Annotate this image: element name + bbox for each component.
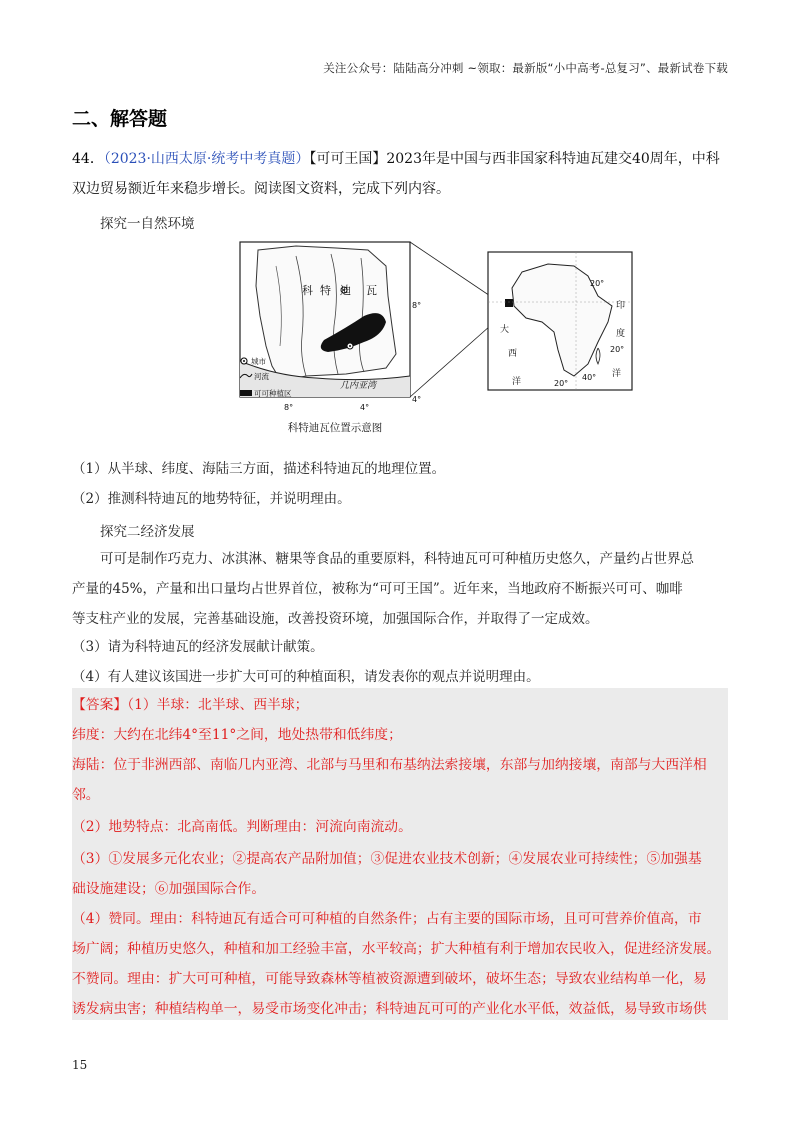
legend-cocoa-icon [240,390,252,396]
question-text: 【可可王国】2023年是中国与西非国家科特迪瓦建交40周年，中科 [309,151,720,167]
ocean-char: 度 [616,329,626,339]
explore1-title: 探究一自然环境 [100,216,195,232]
answer-label: 【答案】 [72,697,128,713]
lon-label: 8° [284,403,294,412]
legend-cocoa-label: 可可种植区 [254,389,292,398]
legend-city-label: 城市 [251,357,266,366]
section-title: 二、解答题 [72,108,168,130]
answer-line: （3）①发展多元化农业；②提高农产品附加值；③促进农业技术创新；④发展农业可持续性；⑤加强基 [72,851,702,867]
ocean-char: 洋 [612,369,622,379]
answer-line: 础设施建设；⑥加强国际合作。 [72,881,266,897]
explore2-title: 探究二经济发展 [100,524,195,540]
question-1: （1）从半球、纬度、海陆三方面，描述科特迪瓦的地理位置。 [72,461,446,477]
explore2-line: 等支柱产业的发展，完善基础设施，改善投资环境，加强国际合作，并取得了一定成效。 [72,611,599,627]
answer-line: （2）地势特点：北高南低。判断理由：河流向南流动。 [72,819,412,835]
question-3: （3）请为科特迪瓦的经济发展献计献策。 [72,639,324,655]
question-number: 44． [72,151,104,167]
lat-label: 20° [610,345,625,354]
ocean-char: 洋 [512,377,522,387]
explore2-line: 产量的45%，产量和出口量均占世界首位，被称为“可可王国”。近年来，当地政府不断振兴可可、咖啡 [72,581,683,597]
answer-line: 诱发病虫害；种植结构单一，易受市场变化冲击；科特迪瓦可可的产业化水平低，效益低，易导致市场供 [72,1001,707,1017]
question-source-link[interactable]: （2023·山西太原·统考中考真题） [103,151,310,167]
lon-label: 20° [554,379,569,388]
sea-label: 几内亚湾 [340,381,377,391]
page-header: 关注公众号：陆陆高分冲刺 ~领取：最新版“小中高考-总复习”、最新试卷下载 [323,61,728,75]
country-char: 特 [320,284,331,297]
question-4: （4）有人建议该国进一步扩大可可的种植面积，请发表你的观点并说明理由。 [72,669,540,685]
lat-label: 8° [412,301,422,310]
answer-line: 纬度：大约在北纬4°至11°之间，地处热带和低纬度； [72,727,402,743]
question-line-2: 双边贸易额近年来稳步增长。阅读图文资料，完成下列内容。 [72,181,450,197]
country-char: 科 [302,284,313,297]
location-map-figure [236,236,636,436]
explore2-paragraph [72,544,728,634]
answer-line: 邻。 [72,787,100,803]
question-line-1 [72,144,728,174]
answer-line: 不赞同。理由：扩大可可种植，可能导致森林等植被资源遭到破坏，破坏生态；导致农业结构单一化，易 [72,971,707,987]
answer-line: 【答案】（1）半球：北半球、西半球； [72,697,309,713]
explore2-line: 可可是制作巧克力、冰淇淋、糖果等食品的重要原料，科特迪瓦可可种植历史悠久，产量约占世界总 [100,551,694,567]
legend-river-label: 河流 [254,372,269,381]
country-char: 迪 [340,284,351,297]
ocean-char: 印 [616,301,626,311]
lon-label: 4° [360,403,370,412]
lon-label: 40° [582,373,597,382]
ocean-char: 大 [500,325,510,335]
lat-label: 20° [590,279,605,288]
answer-line: 海陆：位于非洲西部、南临几内亚湾、北部与马里和布基纳法索接壤，东部与加纳接壤，南部与大西洋相 [72,757,707,773]
question-2: （2）推测科特迪瓦的地势特征，并说明理由。 [72,491,351,507]
lat-label: 4° [412,395,422,404]
answer-line: （4）赞同。理由：科特迪瓦有适合可可种植的自然条件；占有主要的国际市场，且可可营养价值高，市 [72,911,702,927]
location-marker [505,299,513,307]
page-number: 15 [72,1058,88,1072]
ocean-char: 西 [508,349,518,359]
country-char: 瓦 [366,284,377,297]
figure-caption: 科特迪瓦位置示意图 [287,422,383,434]
answer-line: 场广阔；种植历史悠久，种植和加工经验丰富，水平较高；扩大种植有利于增加农民收入，促进经济发展。 [72,941,721,957]
